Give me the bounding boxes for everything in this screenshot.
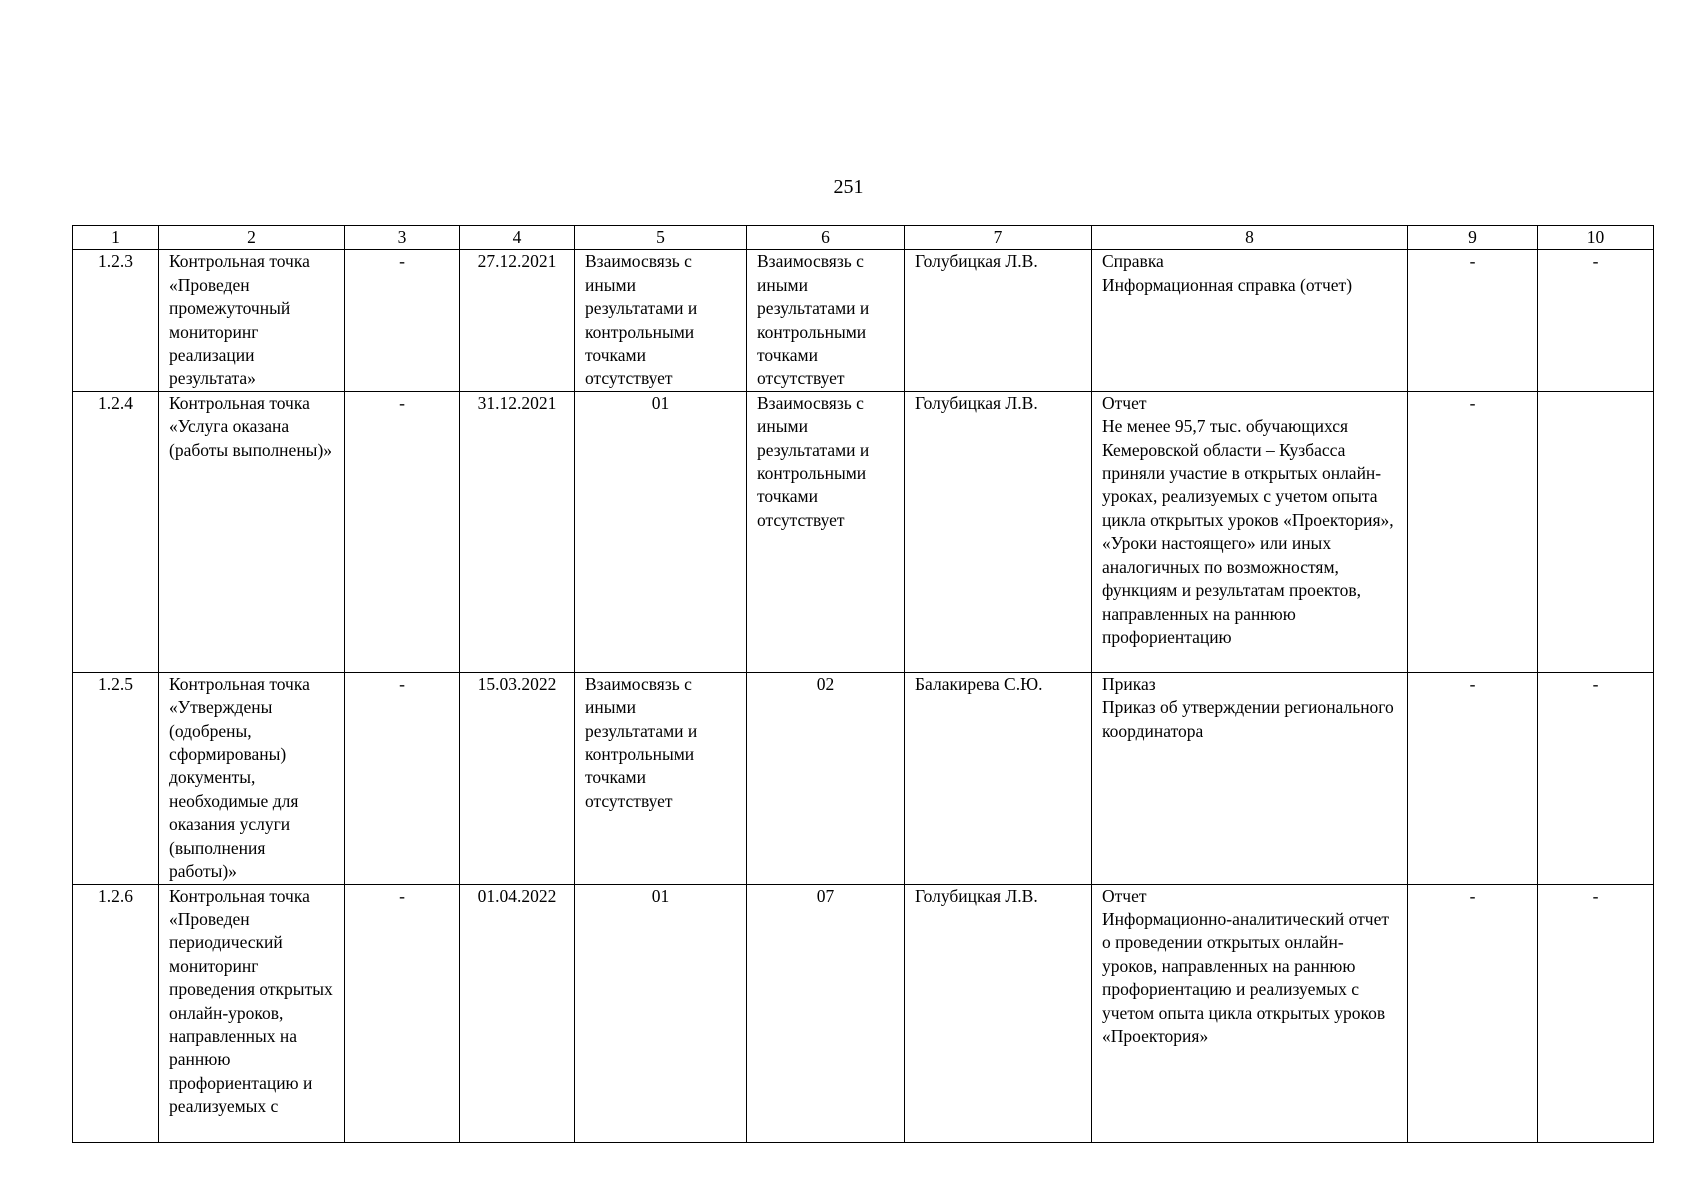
control-point-name-cell: Контрольная точка «Проведен промежуточный мониторинг реализации результата» bbox=[159, 250, 345, 391]
column-header-1: 1 bbox=[73, 226, 159, 250]
control-points-table bbox=[72, 225, 1654, 1143]
document-type: Справка bbox=[1102, 251, 1164, 272]
document-description: Информационная справка (отчет) bbox=[1102, 274, 1353, 295]
responsible-cell: Голубицкая Л.В. bbox=[905, 884, 1092, 1142]
document-description: Информационно-аналитический отчет о проведении открытых онлайн-уроков, направленных на раннюю профориентацию и реализуемых с учетом опыта цикла открытых уроков «Проектория» bbox=[1102, 908, 1390, 1046]
table-row bbox=[73, 391, 1654, 672]
control-point-name-cell: Контрольная точка «Утверждены (одобрены, сформированы) документы, необходимые для оказания услуги (выполнения работы)» bbox=[159, 672, 345, 884]
date-cell: 27.12.2021 bbox=[460, 250, 575, 391]
column-6-cell: Взаимосвязь с иными результатами и контрольными точками отсутствует bbox=[747, 391, 905, 672]
column-10-cell: - bbox=[1538, 250, 1654, 391]
table-row bbox=[73, 672, 1654, 884]
row-number-cell: 1.2.5 bbox=[73, 672, 159, 884]
column-3-cell: - bbox=[345, 884, 460, 1142]
responsible-cell: Балакирева С.Ю. bbox=[905, 672, 1092, 884]
column-3-cell: - bbox=[345, 391, 460, 672]
document-type: Отчет bbox=[1102, 885, 1147, 906]
column-6-cell: Взаимосвязь с иными результатами и контрольными точками отсутствует bbox=[747, 250, 905, 391]
table-header-row bbox=[73, 226, 1654, 250]
row-number-cell: 1.2.3 bbox=[73, 250, 159, 391]
document-cell bbox=[1092, 884, 1408, 1142]
document-description: Не менее 95,7 тыс. обучающихся Кемеровской области – Кузбасса приняли участие в открытых онлайн-уроках, реализуемых с учетом опыта цикла открытых уроков «Проектория», «Уроки настоящего» или иных аналогичных по возможностям, функциям и результатам проектов, направленных на раннюю профориентацию bbox=[1102, 416, 1394, 647]
table-row bbox=[73, 884, 1654, 1142]
table-row bbox=[73, 250, 1654, 391]
date-cell: 15.03.2022 bbox=[460, 672, 575, 884]
column-header-6: 6 bbox=[747, 226, 905, 250]
document-description: Приказ об утверждении регионального координатора bbox=[1102, 697, 1394, 741]
column-10-cell: - bbox=[1538, 672, 1654, 884]
column-10-cell: - bbox=[1538, 884, 1654, 1142]
responsible-cell: Голубицкая Л.В. bbox=[905, 391, 1092, 672]
control-point-name-cell: Контрольная точка «Проведен периодический мониторинг проведения открытых онлайн-уроков, направленных на раннюю профориентацию и реализуемых с bbox=[159, 884, 345, 1142]
document-cell bbox=[1092, 250, 1408, 391]
row-number-cell: 1.2.6 bbox=[73, 884, 159, 1142]
column-header-9: 9 bbox=[1408, 226, 1538, 250]
document-cell bbox=[1092, 672, 1408, 884]
column-header-7: 7 bbox=[905, 226, 1092, 250]
column-9-cell: - bbox=[1408, 250, 1538, 391]
column-5-cell: Взаимосвязь с иными результатами и контрольными точками отсутствует bbox=[575, 250, 747, 391]
column-5-cell: 01 bbox=[575, 884, 747, 1142]
column-9-cell: - bbox=[1408, 391, 1538, 672]
column-header-10: 10 bbox=[1538, 226, 1654, 250]
document-type: Приказ bbox=[1102, 673, 1156, 694]
column-header-8: 8 bbox=[1092, 226, 1408, 250]
column-6-cell: 07 bbox=[747, 884, 905, 1142]
document-type: Отчет bbox=[1102, 392, 1147, 413]
column-6-cell: 02 bbox=[747, 672, 905, 884]
responsible-cell: Голубицкая Л.В. bbox=[905, 250, 1092, 391]
page-number: 251 bbox=[833, 176, 864, 198]
column-10-cell bbox=[1538, 391, 1654, 672]
column-5-cell: 01 bbox=[575, 391, 747, 672]
column-header-5: 5 bbox=[575, 226, 747, 250]
column-9-cell: - bbox=[1408, 672, 1538, 884]
column-header-2: 2 bbox=[159, 226, 345, 250]
date-cell: 31.12.2021 bbox=[460, 391, 575, 672]
column-9-cell: - bbox=[1408, 884, 1538, 1142]
document-cell bbox=[1092, 391, 1408, 672]
column-3-cell: - bbox=[345, 250, 460, 391]
column-5-cell: Взаимосвязь с иными результатами и контрольными точками отсутствует bbox=[575, 672, 747, 884]
date-cell: 01.04.2022 bbox=[460, 884, 575, 1142]
column-header-3: 3 bbox=[345, 226, 460, 250]
control-point-name-cell: Контрольная точка «Услуга оказана (работы выполнены)» bbox=[159, 391, 345, 672]
column-3-cell: - bbox=[345, 672, 460, 884]
column-header-4: 4 bbox=[460, 226, 575, 250]
row-number-cell: 1.2.4 bbox=[73, 391, 159, 672]
